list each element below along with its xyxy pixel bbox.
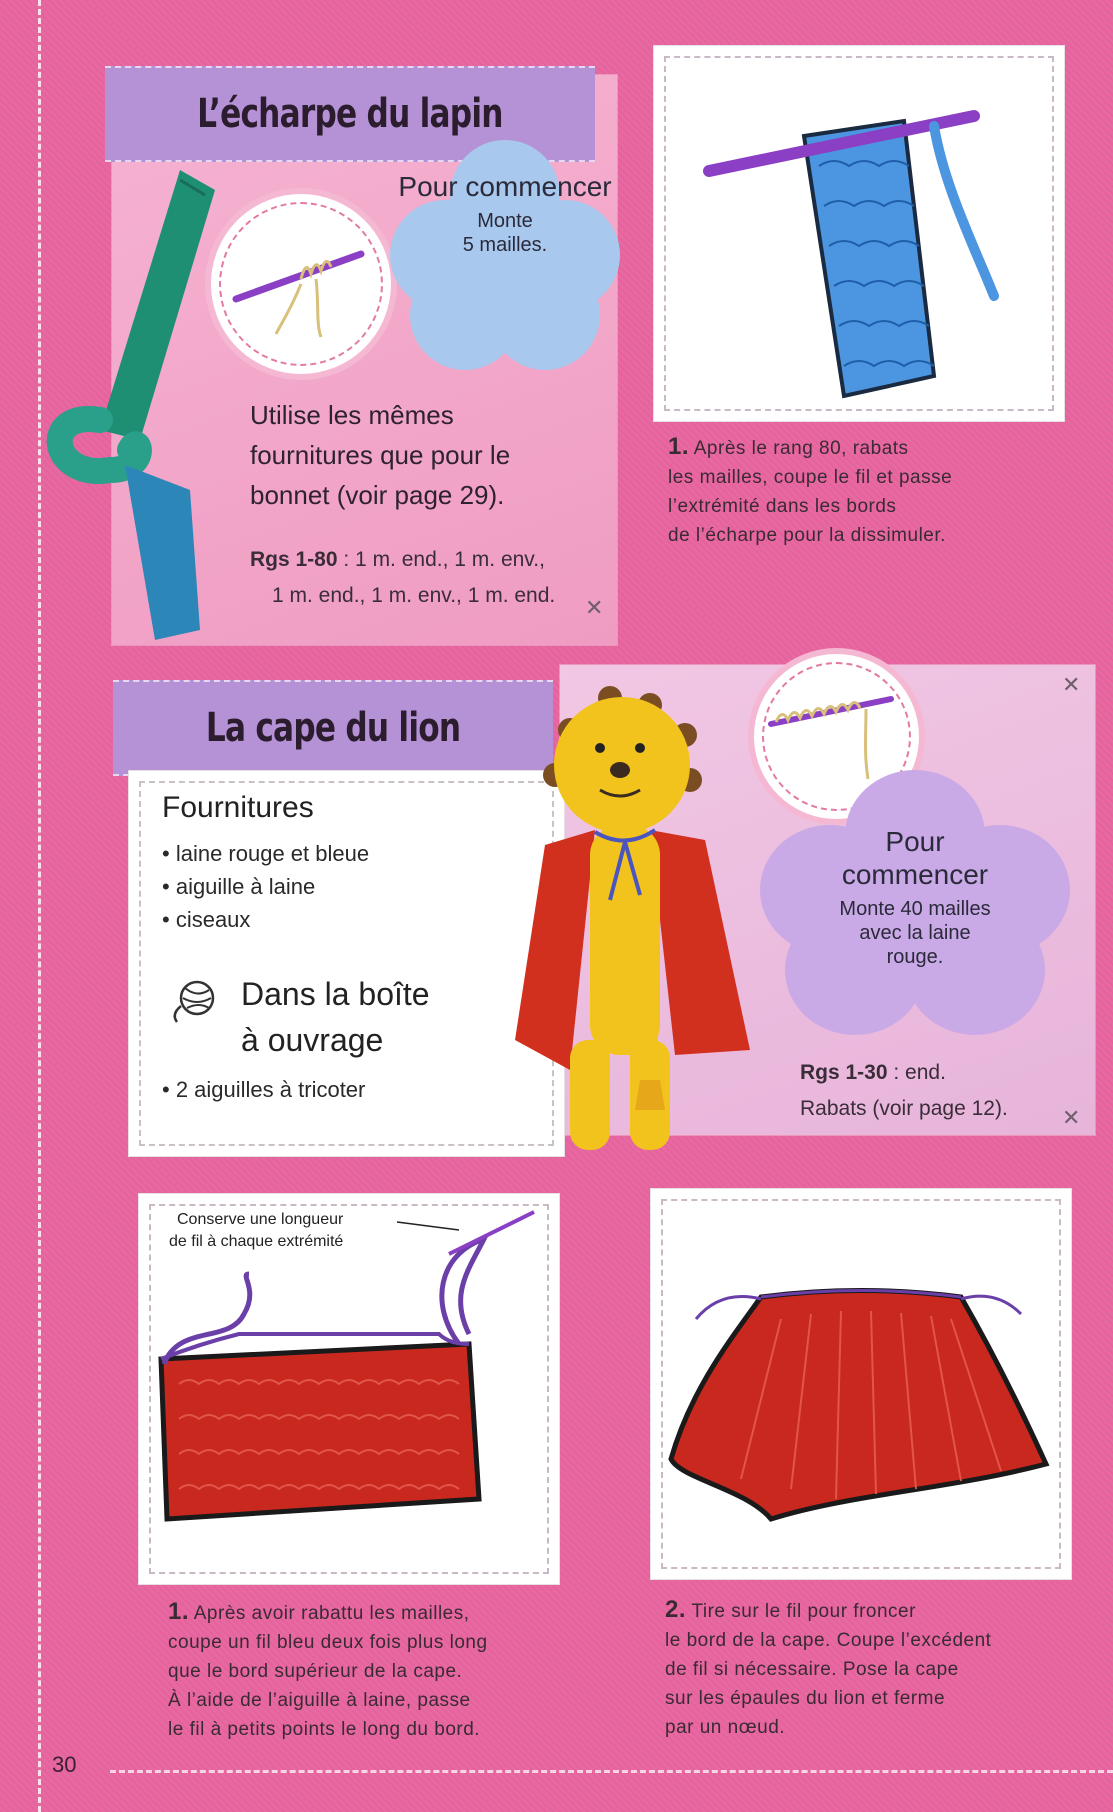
yarn-annotation: Conserve une longueur de fil à chaque extrémité	[169, 1211, 344, 1250]
scarf-needle-badge	[205, 188, 397, 380]
scarf-step1-number: 1.	[668, 433, 690, 460]
box-items-list	[162, 1073, 365, 1106]
cape-step1-number: 1.	[168, 1598, 190, 1625]
cape-rows-label: Rgs 1-30	[800, 1061, 888, 1084]
supplies-heading: Fournitures	[162, 791, 314, 824]
knitted-scarf-on-needle-illustration	[694, 66, 1024, 406]
scarf-step1-card	[653, 45, 1065, 422]
box-heading-line1: Dans la boîte	[241, 976, 430, 1012]
scarf-title: L’écharpe du lapin	[197, 91, 503, 137]
gathered-cape-illustration	[651, 1189, 1071, 1579]
page-number: 30	[52, 1752, 77, 1777]
lion-with-cape-illustration	[500, 670, 760, 1160]
cape-start-flower: Pour commencer Monte 40 mailles avec la laine rouge.	[760, 770, 1070, 1040]
supplies-list	[162, 837, 369, 936]
bottom-stitch-border	[110, 1770, 1113, 1773]
box-heading-line2: à ouvrage	[241, 1022, 384, 1058]
yarn-ball-icon	[169, 976, 219, 1026]
knitting-needle-icon	[766, 684, 896, 784]
scarf-rows-instructions: Rgs 1-80 : 1 m. end., 1 m. env., 1 m. end., 1 m. env., 1 m. end.	[250, 548, 556, 607]
cape-step1-card	[138, 1193, 560, 1585]
cape-step2-card	[650, 1188, 1072, 1580]
list-item: • aiguille à laine	[162, 870, 369, 903]
list-item: • 2 aiguilles à tricoter	[162, 1073, 365, 1106]
cape-step2-text: 2. Tire sur le fil pour froncer le bord de la cape. Coupe l’excédent de fil si nécessaire. Pose la cape sur les épaules du lion et ferme par un nœud.	[665, 1596, 992, 1738]
cape-step1-text: 1. Après avoir rabattu les mailles, coupe un fil bleu deux fois plus long que le bord supérieur de la cape. À l’aide de l’aiguille à laine, passe le fil à petits points le long du bord.	[168, 1598, 488, 1740]
close-x-icon: ✕	[1062, 672, 1081, 697]
scarf-start-heading: Pour commencer	[398, 171, 612, 202]
close-x-icon: ✕	[1062, 1105, 1081, 1130]
cape-bind-off-text: Rabats (voir page 12).	[800, 1097, 1008, 1120]
knitting-needle-icon	[231, 229, 371, 339]
cape-rows-instructions: Rgs 1-30 : end. Rabats (voir page 12).	[800, 1055, 1008, 1127]
close-x-icon: ✕	[585, 595, 604, 620]
cape-title: La cape du lion	[205, 705, 461, 751]
cape-title-tag	[113, 680, 553, 776]
scarf-start-line1: Monte	[477, 210, 533, 232]
scarf-step1-text: 1. Après le rang 80, rabats les mailles, coupe le fil et passe l’extrémité dans les bords de l’écharpe pour la dissimuler.	[668, 433, 953, 546]
scarf-start-flower	[390, 140, 620, 380]
scarf-illustration	[30, 150, 230, 650]
cape-start-heading-1: Pour	[885, 826, 945, 857]
scarf-supplies-text: Utilise les mêmes fournitures que pour le bonnet (voir page 29).	[250, 400, 511, 510]
cape-start-heading-2: commencer	[841, 859, 989, 890]
scarf-rows-label: Rgs 1-80	[250, 548, 338, 571]
scarf-start-line2: 5 mailles.	[462, 234, 548, 256]
cape-step2-number: 2.	[665, 1596, 687, 1623]
flat-cape-with-yarn-illustration	[139, 1194, 559, 1584]
list-item: • laine rouge et bleue	[162, 837, 369, 870]
list-item: • ciseaux	[162, 903, 369, 936]
